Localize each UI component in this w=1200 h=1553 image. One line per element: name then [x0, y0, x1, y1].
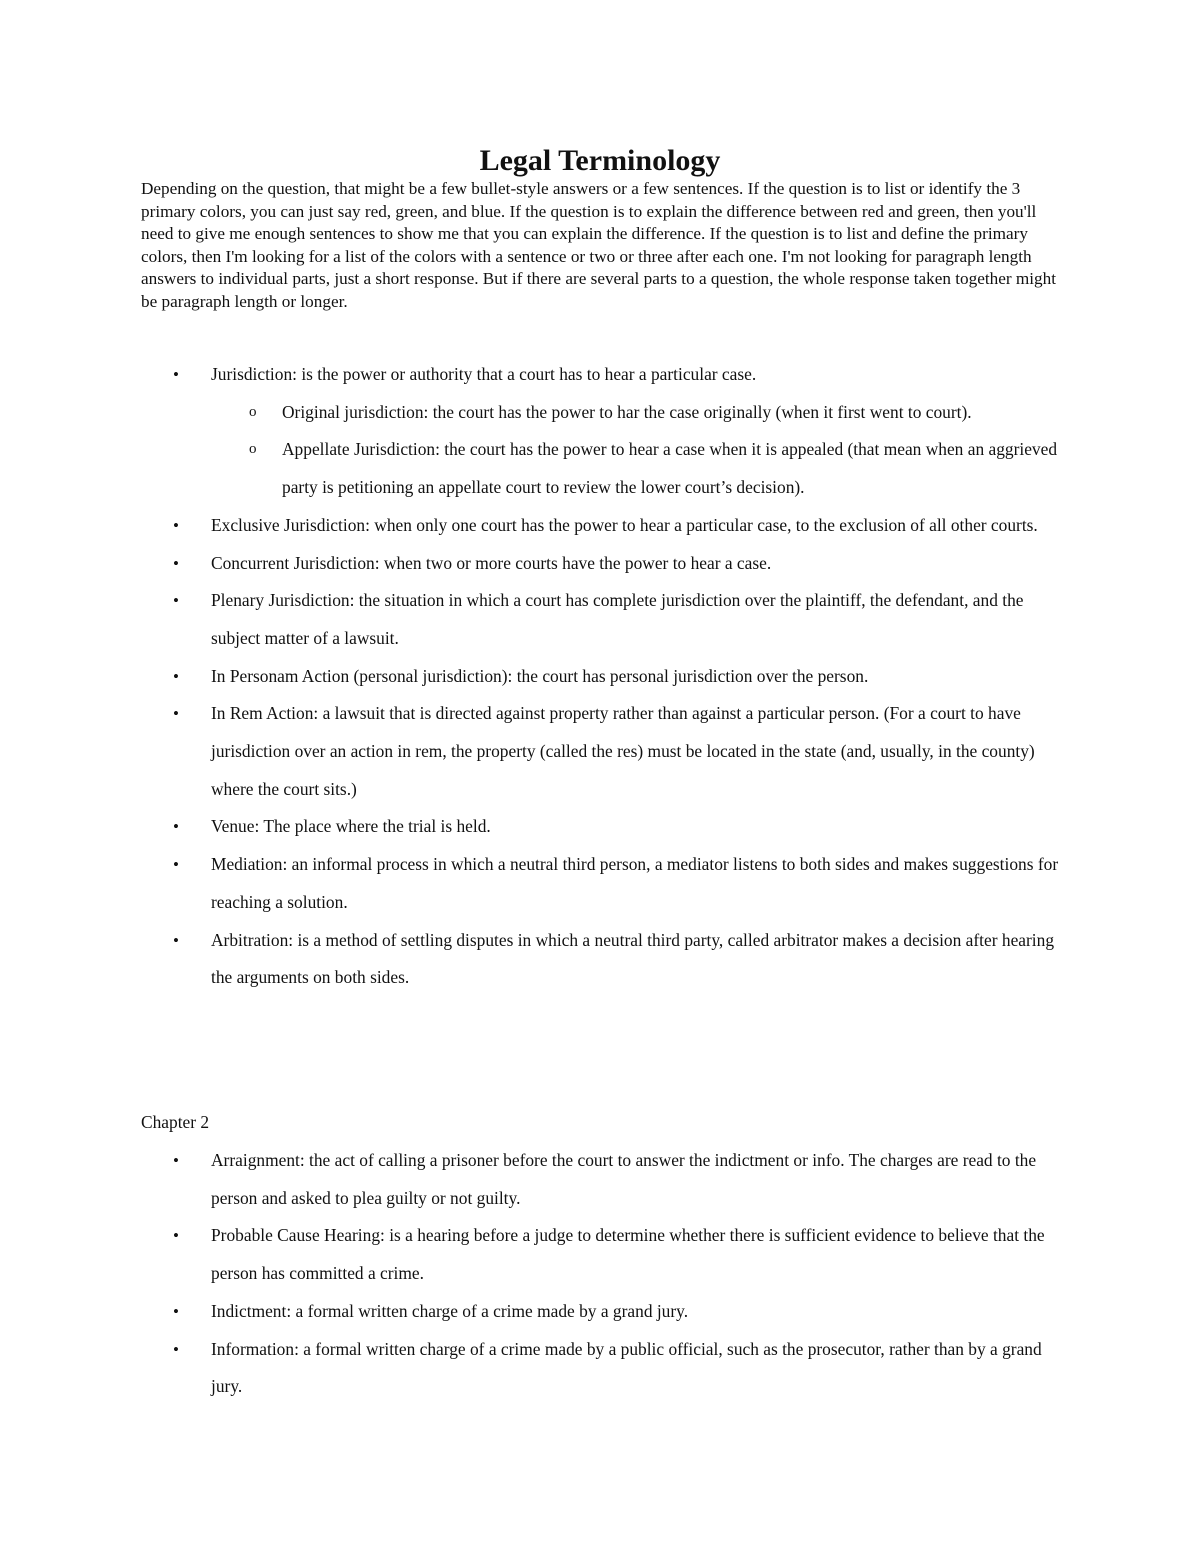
bullet-icon: • — [173, 1151, 179, 1170]
term-definition: Mediation: an informal process in which a neutral third person, a mediator listens to both sides and makes suggestions for reaching a solution. — [211, 854, 1059, 912]
bullet-icon: • — [173, 1301, 179, 1321]
section-heading-chapter-2: Chapter 2 — [141, 1112, 210, 1132]
bullet-icon: • — [173, 855, 179, 875]
term-definition: Concurrent Jurisdiction: when two or more courts have the power to hear a case. — [211, 552, 772, 573]
term-definition: In Personam Action (personal jurisdiction): the court has personal jurisdiction over the person. — [211, 665, 869, 686]
term-definition: Information: a formal written charge of a crime made by a public official, such as the prosecutor, rather than by a grand jury. — [211, 1338, 1042, 1397]
terms-list-chapter-2 — [141, 1142, 1063, 1406]
list-item — [141, 1331, 1063, 1406]
sub-list-item — [141, 394, 1063, 432]
intro-paragraph: Depending on the question, that might be a few bullet-style answers or a few sentences. If the question is to list or identify the 3 primary colors, you can just say red, green, and blue. If the question is to explain the difference between red and green, then you'll need to give me enough sentences to show me that you can explain the difference. If the question is to list and define the primary colors, then I'm looking for a list of the colors with a sentence or two or three after each one. I'm not looking for paragraph length answers to individual parts, just a short response. But if there are several parts to a question, the whole response taken together might be paragraph length or longer. — [141, 179, 1056, 311]
sub-list-item — [141, 431, 1063, 506]
terms-list-chapter-1 — [141, 356, 1063, 997]
bullet-icon: • — [173, 930, 179, 950]
list-item — [141, 846, 1063, 921]
list-item — [141, 356, 1063, 394]
sub-bullet-icon: o — [249, 441, 257, 458]
list-item — [141, 545, 1063, 583]
bullet-icon: • — [173, 1339, 179, 1359]
list-item — [141, 1293, 1063, 1331]
term-definition: Jurisdiction: is the power or authority that a court has to hear a particular case. — [211, 364, 757, 384]
bullet-icon: • — [173, 365, 179, 384]
sub-bullet-icon: o — [249, 403, 257, 420]
document-title: Legal Terminology — [479, 144, 721, 177]
bullet-icon: • — [173, 515, 179, 535]
list-item — [141, 695, 1063, 808]
term-definition: Indictment: a formal written charge of a crime made by a grand jury. — [211, 1300, 689, 1321]
bullet-icon: • — [173, 817, 179, 837]
list-item — [141, 922, 1063, 997]
term-definition: Probable Cause Hearing: is a hearing before a judge to determine whether there is sufficient evidence to believe that the person has committed a crime. — [211, 1225, 1045, 1284]
list-item — [141, 582, 1063, 657]
term-definition: Venue: The place where the trial is held. — [211, 816, 491, 837]
term-definition: Appellate Jurisdiction: the court has the power to hear a case when it is appealed (that mean when an aggrieved party is petitioning an appellate court to review the lower court’s decision). — [282, 439, 1058, 498]
list-item — [141, 1142, 1063, 1217]
bullet-icon: • — [173, 591, 179, 611]
list-item — [141, 658, 1063, 696]
term-definition: Original jurisdiction: the court has the power to har the case originally (when it first went to court). — [282, 401, 972, 422]
term-definition: Plenary Jurisdiction: the situation in which a court has complete jurisdiction over the plaintiff, the defendant, and the subject matter of a lawsuit. — [211, 590, 1024, 648]
list-item — [141, 507, 1063, 545]
bullet-icon: • — [173, 704, 179, 724]
term-definition: Arraignment: the act of calling a prisoner before the court to answer the indictment or info. The charges are read to the person and asked to plea guilty or not guilty. — [211, 1150, 1037, 1208]
term-definition: In Rem Action: a lawsuit that is directed against property rather than against a particular person. (For a court to have jurisdiction over an action in rem, the property (called the res) must be located in the state (and, usually, in the county) where the court sits.) — [211, 703, 1035, 799]
list-item — [141, 808, 1063, 846]
list-item — [141, 1217, 1063, 1292]
term-definition: Exclusive Jurisdiction: when only one court has the power to hear a particular case, to the exclusion of all other courts. — [211, 514, 1038, 535]
bullet-icon: • — [173, 553, 179, 573]
term-definition: Arbitration: is a method of settling disputes in which a neutral third party, called arbitrator makes a decision after hearing the arguments on both sides. — [211, 929, 1055, 988]
bullet-icon: • — [173, 1226, 179, 1246]
bullet-icon: • — [173, 666, 179, 686]
